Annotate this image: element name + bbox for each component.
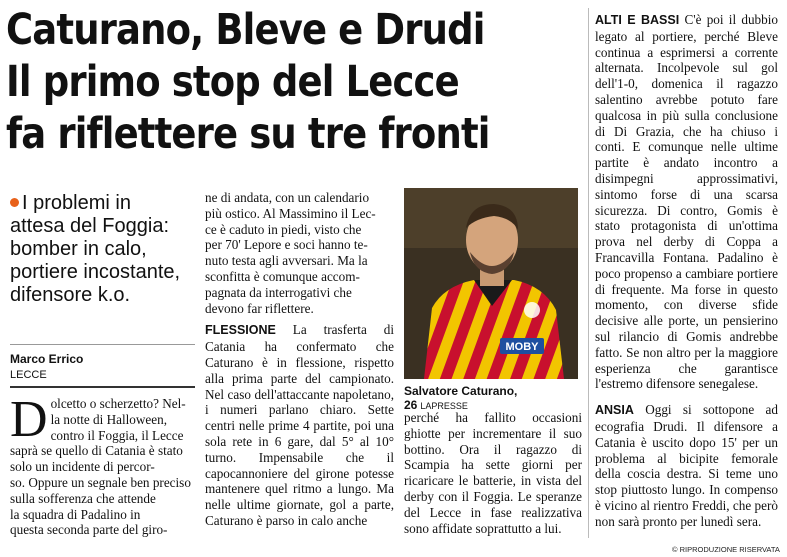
col4-body-1: C'è poi il dubbio legato al portiere, perché Bleve continua a esprimersi a corrente alternata. Incolpevole sul gol dell'1-0, domenica il ragazzo salentino avrebbe potuto fare qualcosa in più sulla conclusione di Di Grazia, che ha chiuso i conti. E comunque nelle ultime partite è andato incontro a disimpegni approssimativi, sintomo forse di una scarsa sicurezza. Di contro, Gomis è stato protagonista di un'ottima prova nel derby di Coppa a Francavilla Fontana. Padalino è poco propenso a cambiare portiere di frequente. Ma forse in questo momento, con diverse sfide decisive alle porte, un pensierino sul rilancio di Gomis andrebbe fatto. Se non altro per la maggiore esperienza che garantisce l'estremo difensore senegalese.	[595, 12, 778, 392]
col2-line: per 70' Lepore e soci hanno te-	[205, 237, 368, 253]
col1-line: olcetto o scherzetto? Nel-	[50, 396, 186, 411]
col2-line: nuto testa agli avversari. Ma la	[205, 253, 368, 269]
caption-text: Salvatore Caturano, 26	[404, 384, 518, 412]
kicker-ansia: ANSIA	[595, 403, 634, 418]
byline-author: Marco Errico	[10, 352, 84, 366]
player-illustration-icon	[404, 188, 578, 379]
player-photo	[404, 188, 578, 379]
byline-place: LECCE	[10, 369, 47, 381]
col1-line: solo un incidente di percor-	[10, 459, 155, 475]
photo-caption	[404, 384, 584, 412]
kicker-alti-e-bassi: ALTI E BASSI	[595, 13, 680, 27]
col1-line: questa seconda parte del giro-	[10, 522, 168, 538]
divider	[10, 344, 195, 345]
copyright: © RIPRODUZIONE RISERVATA	[672, 545, 780, 554]
col4-body-2: Oggi si sottopone ad ecografia Drudi. Il difensore a Catania è uscito dopo 15' per un problema al bicipite femorale della coscia destra. Si teme uno stop piuttosto lungo. In compenso è vicino al rientro Freddi, che però non sarà pronto per lunedì sera.	[595, 402, 778, 529]
subhead-line: bomber in calo,	[10, 238, 147, 260]
subhead	[10, 192, 200, 307]
col1-line: la notte di Halloween,	[50, 411, 168, 427]
col2-line: sconfitta è comunque accom-	[205, 268, 360, 284]
photo-credit: LAPRESSE	[420, 401, 468, 411]
headline-line-3: fa riflettere su tre fronti	[6, 109, 490, 159]
subhead-line: I problemi in	[22, 192, 131, 214]
col2-line: ne di andata, con un calendario	[205, 190, 370, 205]
column-4	[595, 12, 778, 530]
column-1	[10, 391, 196, 538]
column-3	[404, 410, 582, 536]
col1-line: so. Oppure un segnale ben preciso	[10, 474, 191, 490]
col3-body: perché ha fallito occasioni ghiotte per incrementare il suo bottino. Ora il ragazzo di Scampia ha sette giorni per ricaricare le batterie, in vista del derby con il Foggia. Le speranze del Lecce in fase realizzativa sono affidate soprattutto a lui.	[404, 410, 582, 536]
subhead-line: difensore k.o.	[10, 284, 131, 306]
column-separator	[588, 8, 589, 538]
divider	[10, 386, 195, 388]
col2-line: più ostico. Al Massimino il Lec-	[205, 205, 376, 221]
subhead-line: attesa del Foggia:	[10, 215, 169, 237]
headline-line-1: Caturano, Bleve e Drudi	[6, 5, 485, 55]
kicker-flessione: FLESSIONE	[205, 323, 276, 338]
col1-line: contro il Foggia, il Lecce	[50, 427, 184, 443]
sponsor-logo: MOBY	[505, 341, 539, 353]
col1-line: saprà se quello di Catania è stato	[10, 443, 183, 459]
col2-line: pagnata da interrogativi che	[205, 284, 352, 300]
col2-line: ce è caduto in piedi, visto che	[205, 221, 362, 237]
headline	[6, 4, 501, 160]
col2-body: La trasferta di Catania ha confermato che Caturano è in flessione, rispetto alla prima parte del campionato. Nel caso dell'attaccante napoletano, i numeri parlano chiaro. Sette centri nelle prime 4 partite, poi una sola rete in 6 gare, dal 5° al 10° turno. Impensabile che il capocannoniere del girone potesse mantenere quel ritmo a lungo. Ma nelle ultime giornate, gol a parte, Caturano è parso in calo anche	[205, 322, 394, 528]
bullet-dot-icon	[10, 198, 19, 207]
drop-cap: D	[10, 391, 48, 448]
col2-line: devono far riflettere.	[205, 300, 314, 316]
col1-line: sulla sofferenza che attende	[10, 490, 156, 506]
column-2	[205, 190, 394, 529]
col1-line: la squadra di Padalino in	[10, 506, 141, 522]
subhead-line: portiere incostante,	[10, 261, 181, 283]
headline-line-2: Il primo stop del Lecce	[6, 57, 459, 107]
